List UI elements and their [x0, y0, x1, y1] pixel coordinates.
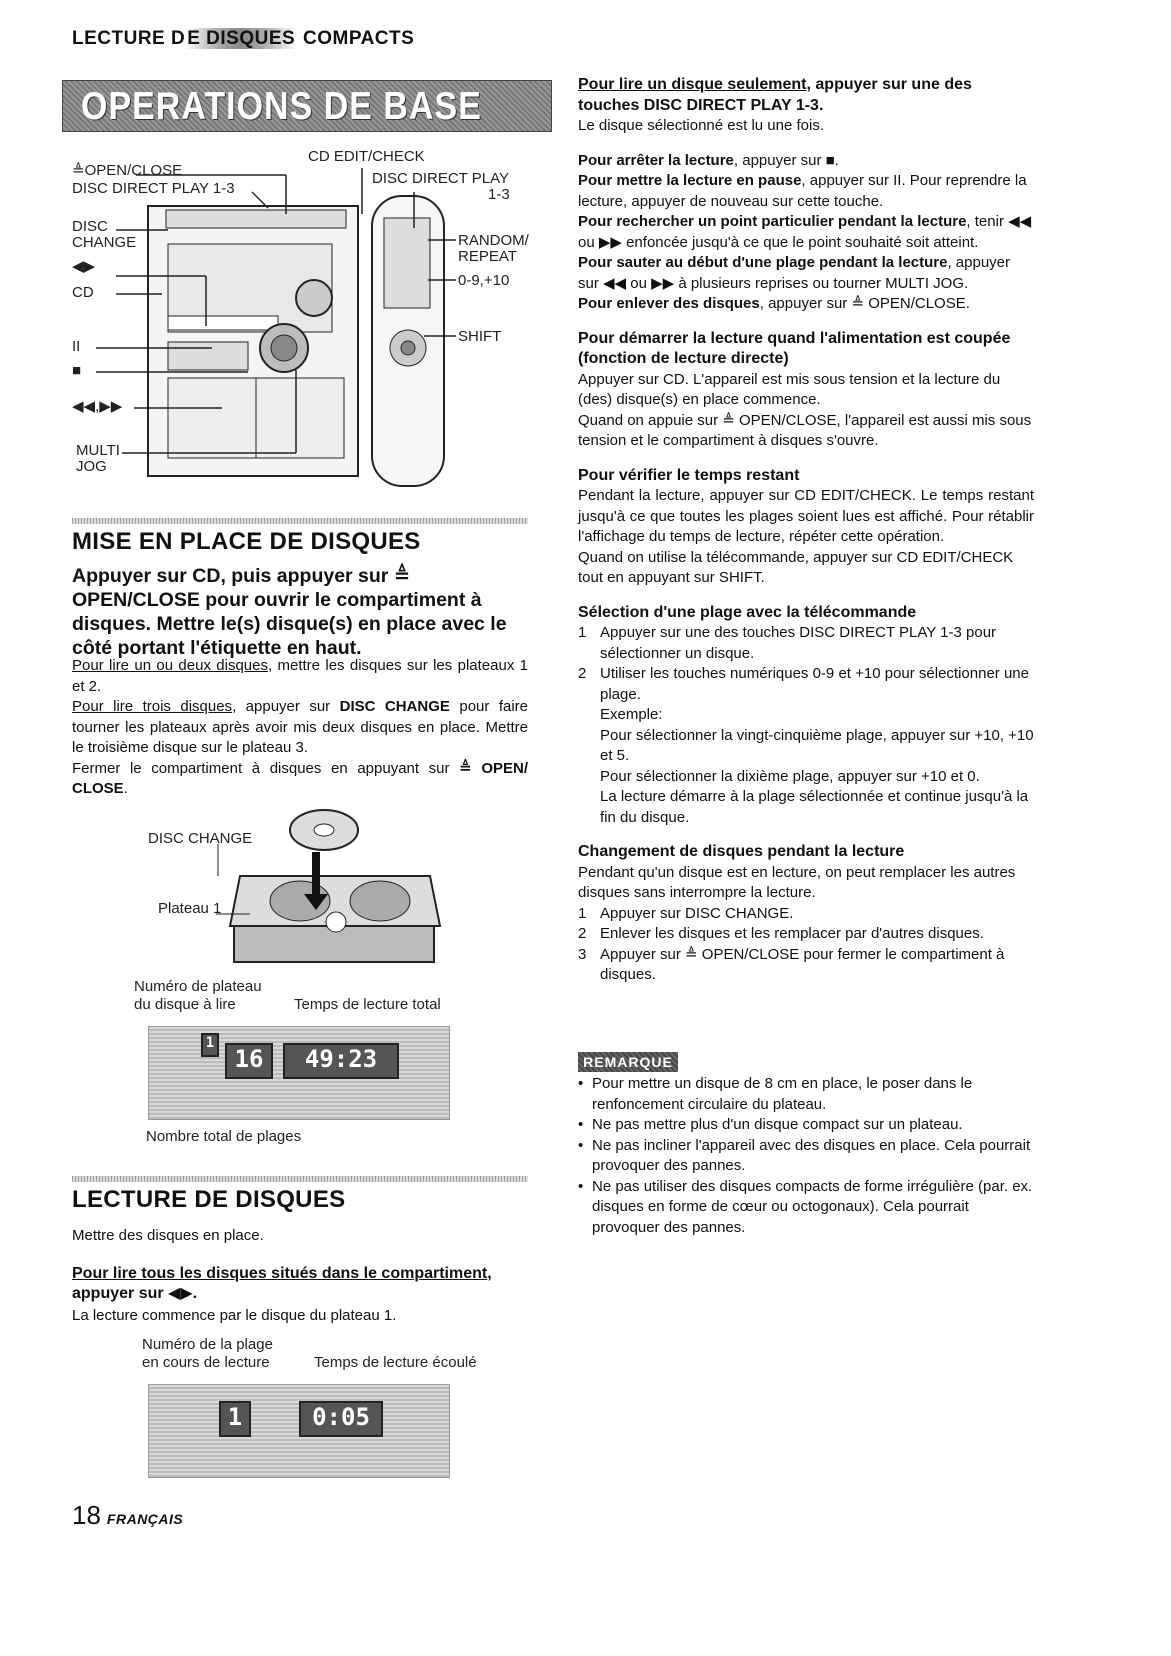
p-arret-lead: Pour arrêter la lecture — [578, 151, 734, 169]
tray-label-disc-change: DISC CHANGE — [148, 830, 253, 847]
changement-step-text: Appuyer sur DISC CHANGE. — [600, 904, 794, 922]
p-lire-un-disque-bold: , appuyer sur une des touches DISC DIRECT PLAY 1-3. — [578, 76, 972, 114]
p-recherche-text: , tenir ◀◀ ou ▶▶ enfoncée jusqu'à ce que le point souhaité soit atteint. — [578, 213, 1032, 251]
lcd1-label-nombre-plages: Nombre total de plages — [146, 1128, 302, 1145]
remarque-notes — [578, 1074, 1034, 1238]
remarque-badge: REMARQUE — [578, 1052, 678, 1072]
p-arret-text: , appuyer sur ■. — [733, 151, 839, 169]
p-lire-un-disque-text: Le disque sélectionné est lu une fois. — [578, 117, 824, 134]
p-lire-un-disque — [578, 74, 1034, 116]
verifier-p1: Pendant la lecture, appuyer sur CD EDIT/CHECK. Le temps restant jusqu'à ce que toutes les plages soient lues est affiché. Pour rétablir l'affichage du temps de lecture, répéter cette opération. — [578, 487, 1034, 545]
mise-p1-lead: Pour lire un ou deux disques — [72, 657, 268, 674]
page-footer — [72, 1500, 183, 1531]
selection-step-text: Appuyer sur une des touches DISC DIRECT PLAY 1-3 pour sélectionner un disque. — [600, 624, 997, 662]
lecture-title: LECTURE DE DISQUES — [72, 1186, 346, 1213]
selection-title: Sélection d'une plage avec la télécommande — [578, 603, 917, 621]
changement-step: 2 Enlever les disques et les remplacer par d'autres disques. — [578, 924, 1034, 945]
label-remote-disc-direct: DISC DIRECT PLAY — [372, 170, 509, 187]
page-number: 18 — [72, 1500, 101, 1530]
verifier-p2: Quand on utilise la télécommande, appuyer sur CD EDIT/CHECK tout en appuyant sur SHIFT. — [578, 548, 1014, 586]
changement-step-text: Appuyer sur ≜ OPEN/CLOSE pour fermer le compartiment à disques. — [600, 945, 1005, 983]
selection-example-2: Pour sélectionner la dixième plage, appuyer sur +10 et 0. — [600, 767, 980, 785]
lcd1-label-num-plateau: Numéro de plateau — [134, 978, 262, 995]
lcd-display-total — [148, 1026, 450, 1120]
p-arret — [578, 151, 1034, 172]
lecture-lead — [72, 1264, 532, 1304]
note-item: • Ne pas utiliser des disques compacts de forme irrégulière (par. ex. disques en forme de cœur ou octogonaux). Cela pourrait provoquer des pannes. — [578, 1177, 1034, 1239]
p-pause — [578, 171, 1034, 212]
changement-step-text: Enlever les disques et les remplacer par d'autres disques. — [600, 925, 984, 942]
tray-label-plateau: Plateau 1 — [158, 900, 222, 917]
label-change: CHANGE — [72, 234, 137, 251]
p-enlever-lead: Pour enlever des disques — [578, 295, 760, 312]
mise-p3-end: . — [123, 780, 128, 797]
verifier-title: Pour vérifier le temps restant — [578, 466, 800, 484]
label-repeat: REPEAT — [458, 248, 517, 265]
note-item: • Ne pas incliner l'appareil avec des disques en place. Cela pourrait provoquer des pannes. — [578, 1136, 1034, 1177]
mise-p2-lead: Pour lire trois disques — [72, 698, 233, 715]
mise-p3-text: Fermer le compartiment à disques en appuyant sur — [72, 759, 460, 777]
tray-figure — [140, 806, 460, 976]
mise-p1 — [72, 656, 528, 697]
changement-step: 1 Appuyer sur DISC CHANGE. — [578, 904, 1034, 925]
page-banner — [62, 80, 552, 132]
label-stop: ■ — [72, 362, 82, 379]
label-cd-edit-check: CD EDIT/CHECK — [308, 148, 425, 165]
note-text: Ne pas incliner l'appareil avec des disques en place. Cela pourrait provoquer des pannes. — [592, 1136, 1031, 1174]
mise-en-place-title: MISE EN PLACE DE DISQUES — [72, 528, 421, 555]
lcd2-label-num-plage: Numéro de la plage — [142, 1336, 273, 1353]
label-shift: SHIFT — [458, 328, 502, 345]
changement-intro: Pendant qu'un disque est en lecture, on peut remplacer les autres disques sans interrompre la lecture. — [578, 863, 1016, 901]
unit-and-remote-figure — [72, 148, 532, 508]
section-header-part: COMPACTS — [297, 28, 415, 49]
lecture-lead-underline: Pour lire tous les disques situés dans le compartiment — [72, 1265, 488, 1282]
section-header-shaded: E DISQUES — [187, 28, 296, 49]
changement-step: 3 Appuyer sur ≜ OPEN/CLOSE pour fermer le compartiment à disques. — [578, 945, 1034, 986]
lecture-lead-rest: , appuyer sur ◀▶. — [72, 1265, 492, 1302]
label-cd: CD — [72, 284, 94, 301]
lcd-elapsed-time: 0:05 — [299, 1401, 383, 1437]
lecture-sub: La lecture commence par le disque du plateau 1. — [72, 1307, 397, 1324]
p-recherche-lead: Pour rechercher un point particulier pendant la lecture — [578, 213, 967, 230]
mise-p2 — [72, 697, 528, 759]
label-multi: MULTI — [76, 442, 120, 459]
p-saut — [578, 253, 1034, 294]
lcd1-label-disque: du disque à lire — [134, 996, 236, 1013]
lecture-intro: Mettre des disques en place. — [72, 1227, 264, 1244]
selection-example-label: Exemple: — [600, 706, 663, 723]
section-header — [72, 28, 414, 50]
mise-p2-key: DISC CHANGE — [339, 698, 450, 715]
note-text: Ne pas mettre plus d'un disque compact sur un plateau. — [592, 1116, 963, 1133]
p-lire-un-disque-lead: Pour lire un disque seulement — [578, 76, 807, 93]
p-saut-text: , appuyer sur ◀◀ ou ▶▶ à plusieurs reprises ou tourner MULTI JOG. — [578, 254, 1011, 292]
lcd-disc-number: 1 — [201, 1033, 219, 1057]
lcd-current-track: 1 — [219, 1401, 251, 1437]
label-skip: ◀◀,▶▶ — [72, 398, 123, 415]
mise-p3-key: ≜ OPEN/ CLOSE — [72, 759, 528, 797]
lcd-display-elapsed — [148, 1384, 450, 1478]
mise-p1-text: , mettre les disques sur les plateaux 1 et 2. — [72, 657, 529, 695]
p-pause-lead: Pour mettre la lecture en pause — [578, 172, 802, 189]
label-jog: JOG — [76, 458, 107, 475]
mise-p2-text: , appuyer sur — [232, 698, 340, 715]
p-recherche — [578, 212, 1034, 253]
note-item: • Pour mettre un disque de 8 cm en place, le poser dans le renfoncement circulaire du plateau. — [578, 1074, 1034, 1115]
lcd2-label-temps-ecoule: Temps de lecture écoulé — [314, 1354, 477, 1371]
demarrer-title: Pour démarrer la lecture quand l'alimentation est coupée (fonction de lecture directe) — [578, 329, 1011, 367]
lcd2-label-en-cours: en cours de lecture — [142, 1354, 270, 1371]
banner-title: OPERATIONS DE BASE — [81, 84, 482, 129]
p-pause-text: , appuyer sur II. Pour reprendre la lecture, appuyer de nouveau sur cette touche. — [578, 172, 1027, 210]
page-language: FRANÇAIS — [106, 1511, 184, 1527]
selection-step: 1 Appuyer sur une des touches DISC DIRECT PLAY 1-3 pour sélectionner un disque. — [578, 623, 1034, 664]
label-numeric: 0-9,+10 — [458, 272, 510, 289]
selection-step-text: Utiliser les touches numériques 0-9 et +10 pour sélectionner une plage. — [600, 665, 1029, 703]
selection-example-1: Pour sélectionner la vingt-cinquième plage, appuyer sur +10, +10 et 5. — [600, 726, 1034, 764]
mise-body — [72, 656, 528, 800]
p-enlever-text: , appuyer sur ≜ OPEN/CLOSE. — [759, 295, 970, 312]
section-header-part: LECTURE D — [72, 28, 186, 49]
note-item: • Ne pas mettre plus d'un disque compact sur un plateau. — [578, 1115, 1034, 1136]
label-remote-1-3: 1-3 — [488, 186, 510, 203]
p-saut-lead: Pour sauter au début d'une plage pendant la lecture — [578, 254, 948, 271]
selection-step: 2 Utiliser les touches numériques 0-9 et +10 pour sélectionner une plage. — [578, 664, 1034, 705]
mise-p3 — [72, 759, 528, 800]
section-rule — [72, 1176, 528, 1182]
lcd-total-time: 49:23 — [283, 1043, 399, 1079]
note-text: Pour mettre un disque de 8 cm en place, le poser dans le renfoncement circulaire du plateau. — [592, 1075, 973, 1113]
note-text: Ne pas utiliser des disques compacts de forme irrégulière (par. ex. disques en forme de cœur ou octogonaux). Cela pourrait provoquer des pannes. — [592, 1177, 1033, 1236]
selection-example-3: La lecture démarre à la plage sélectionnée et continue jusqu'à la fin du disque. — [600, 788, 1029, 826]
demarrer-p1: Appuyer sur CD. L'appareil est mis sous tension et la lecture du (des) disque(s) en place commence. — [578, 370, 1001, 408]
label-play: ◀▶ — [72, 258, 96, 275]
right-column — [578, 74, 1034, 986]
lcd-total-tracks: 16 — [225, 1043, 273, 1079]
label-pause: II — [72, 338, 81, 355]
label-disc-direct-play: DISC DIRECT PLAY 1-3 — [72, 180, 235, 197]
p-enlever — [578, 294, 1034, 315]
lcd1-label-temps-total: Temps de lecture total — [294, 996, 441, 1013]
label-disc: DISC — [72, 218, 108, 235]
mise-lead: Appuyer sur CD, puis appuyer sur ≜ OPEN/CLOSE pour ouvrir le compartiment à disques. Mettre le(s) disque(s) en place avec le côté portant l'étiquette en haut. — [72, 565, 507, 659]
section-rule — [72, 518, 528, 524]
label-random: RANDOM/ — [458, 232, 529, 249]
demarrer-p2: Quand on appuie sur ≜ OPEN/CLOSE, l'appareil est aussi mis sous tension et le compartiment à disques s'ouvre. — [578, 411, 1032, 449]
changement-title: Changement de disques pendant la lecture — [578, 843, 905, 860]
mise-p2-text2: pour faire tourner les plateaux après avoir mis deux disques en place. Mettre le troisième disque sur le plateau 3. — [72, 698, 528, 756]
label-open-close: ≜OPEN/CLOSE — [72, 162, 183, 179]
